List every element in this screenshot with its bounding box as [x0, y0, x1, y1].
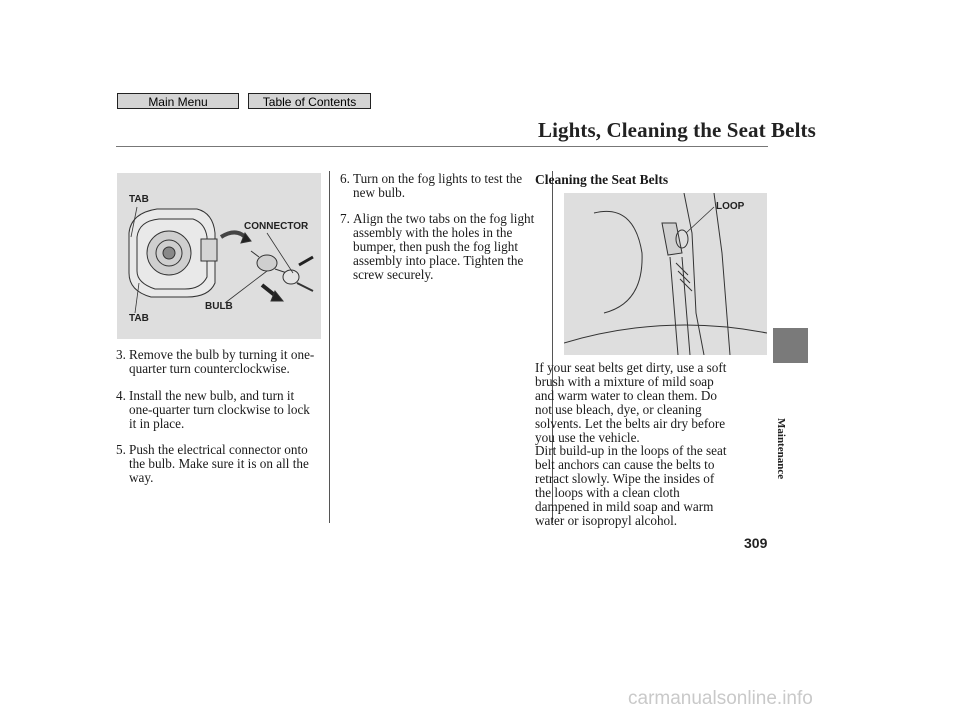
title-rule: [116, 146, 768, 147]
step-text: Install the new bulb, and turn it one-quarter turn clockwise to lock it in place.: [129, 388, 310, 431]
step-text: Turn on the fog lights to test the new bulb.: [353, 171, 523, 200]
tab-label-top: TAB: [129, 194, 149, 205]
maintenance-section-tab: [773, 328, 808, 363]
fog-light-figure: [117, 173, 321, 339]
cleaning-paragraph-2: Dirt build-up in the loops of the seat belt anchors can cause the belts to retract slowly. Wipe the insides of the loops with a clean cloth dampened in mild soap and warm water or isopropyl alcohol.: [535, 443, 727, 528]
table-of-contents-button[interactable]: Table of Contents: [248, 93, 371, 109]
watermark: carmanualsonline.info: [628, 688, 813, 709]
step-number: 6.: [340, 171, 350, 186]
column-divider-left: [329, 171, 330, 523]
loop-label: LOOP: [716, 201, 745, 212]
bulb-label: BULB: [205, 301, 233, 312]
connector-label: CONNECTOR: [244, 221, 309, 232]
step-number: 3.: [116, 347, 126, 362]
cleaning-paragraph-1: If your seat belts get dirty, use a soft brush with a mixture of mild soap and warm water to clean them. Do not use bleach, dye, or cleaning solvents. Let the belts air dry before you use the vehicle.: [535, 360, 727, 445]
seat-belt-illustration: [564, 193, 767, 355]
maintenance-side-label: Maintenance: [775, 418, 787, 480]
main-menu-button[interactable]: Main Menu: [117, 93, 239, 109]
seat-belt-figure: [564, 193, 767, 355]
page-number: 309: [744, 535, 768, 551]
step-number: 5.: [116, 442, 126, 457]
cleaning-heading: Cleaning the Seat Belts: [535, 172, 669, 187]
tab-label-bottom: TAB: [129, 313, 149, 324]
page-title: Lights, Cleaning the Seat Belts: [538, 118, 816, 142]
step-number: 4.: [116, 388, 126, 403]
step-text: Remove the bulb by turning it one- quarter turn counterclockwise.: [129, 347, 315, 376]
step-text: Align the two tabs on the fog light assembly with the holes in the bumper, then push the fog light assembly into place. Tighten the screw securely.: [353, 211, 535, 282]
step-number: 7.: [340, 211, 350, 226]
step-text: Push the electrical connector onto the bulb. Make sure it is on all the way.: [129, 442, 309, 485]
